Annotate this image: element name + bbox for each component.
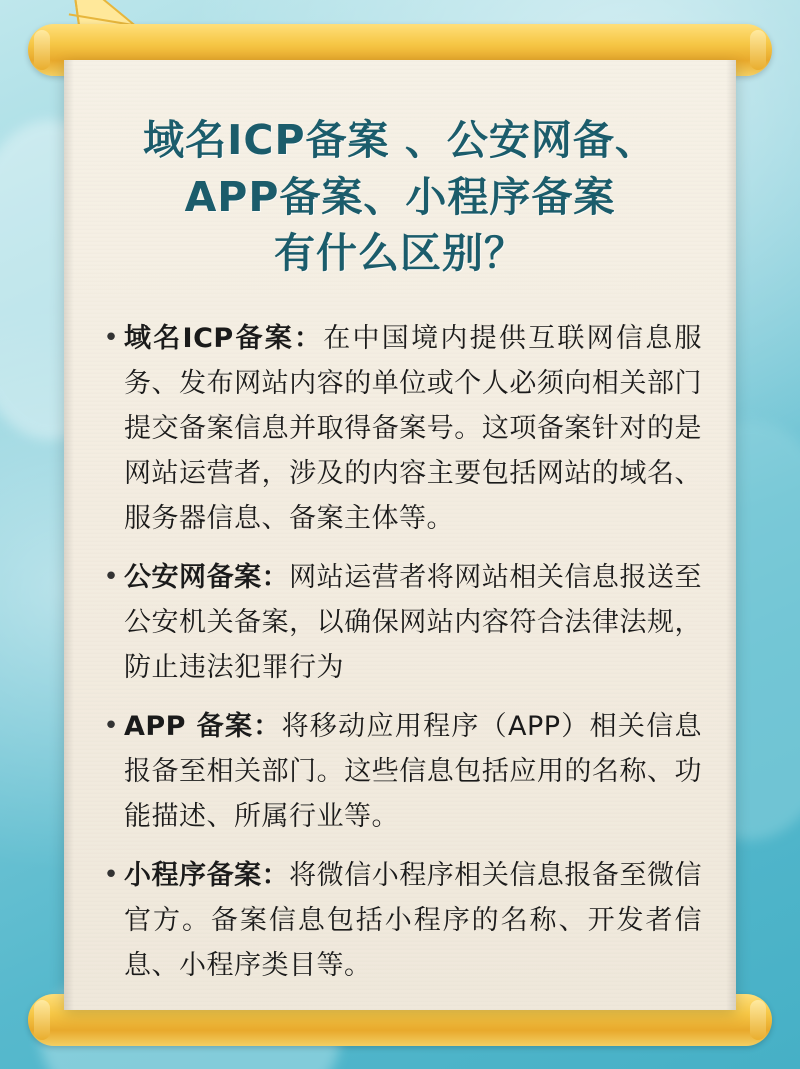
paper-sheet bbox=[64, 60, 736, 1010]
list-item bbox=[98, 704, 702, 839]
list-item bbox=[98, 316, 702, 541]
list-bullet-icon: • bbox=[103, 561, 119, 592]
list-item bbox=[98, 853, 702, 988]
title-line-1: 域名ICP备案 、公安网备、 bbox=[143, 116, 657, 164]
definition-list bbox=[98, 316, 702, 988]
list-item-description: 在中国境内提供互联网信息服务、发布网站内容的单位或个人必须向相关部门提交备案信息并取得备案号。这项备案针对的是网站运营者，涉及的内容主要包括网站的域名、服务器信息、备案主体等。 bbox=[124, 322, 702, 534]
list-item-description: 将移动应用程序（APP）相关信息报备至相关部门。这些信息包括应用的名称、功能描述、所属行业等。 bbox=[124, 710, 702, 832]
list-item-text bbox=[124, 555, 702, 690]
list-item-term: 公安网备案： bbox=[124, 561, 290, 593]
list-item-term: APP 备案： bbox=[124, 710, 282, 742]
list-bullet-icon: • bbox=[103, 322, 119, 353]
list-item-text bbox=[124, 853, 702, 988]
list-item-text bbox=[124, 704, 702, 839]
scroll-frame bbox=[28, 24, 772, 1046]
title-line-3: 有什么区别？ bbox=[274, 229, 526, 278]
page-title bbox=[90, 112, 710, 282]
list-item-term: 小程序备案： bbox=[124, 859, 290, 891]
list-item-description: 网站运营者将网站相关信息报送至公安机关备案，以确保网站内容符合法律法规，防止违法犯罪行为 bbox=[124, 561, 703, 683]
list-item-description: 将微信小程序相关信息报备至微信官方。备案信息包括小程序的名称、开发者信息、小程序类目等。 bbox=[124, 859, 703, 981]
list-bullet-icon: • bbox=[103, 859, 119, 890]
list-item-term: 域名ICP备案： bbox=[124, 322, 324, 354]
list-item-text bbox=[124, 316, 702, 541]
list-bullet-icon: • bbox=[103, 710, 119, 741]
title-line-2: APP备案、小程序备案 bbox=[184, 172, 616, 221]
list-item bbox=[98, 555, 702, 690]
